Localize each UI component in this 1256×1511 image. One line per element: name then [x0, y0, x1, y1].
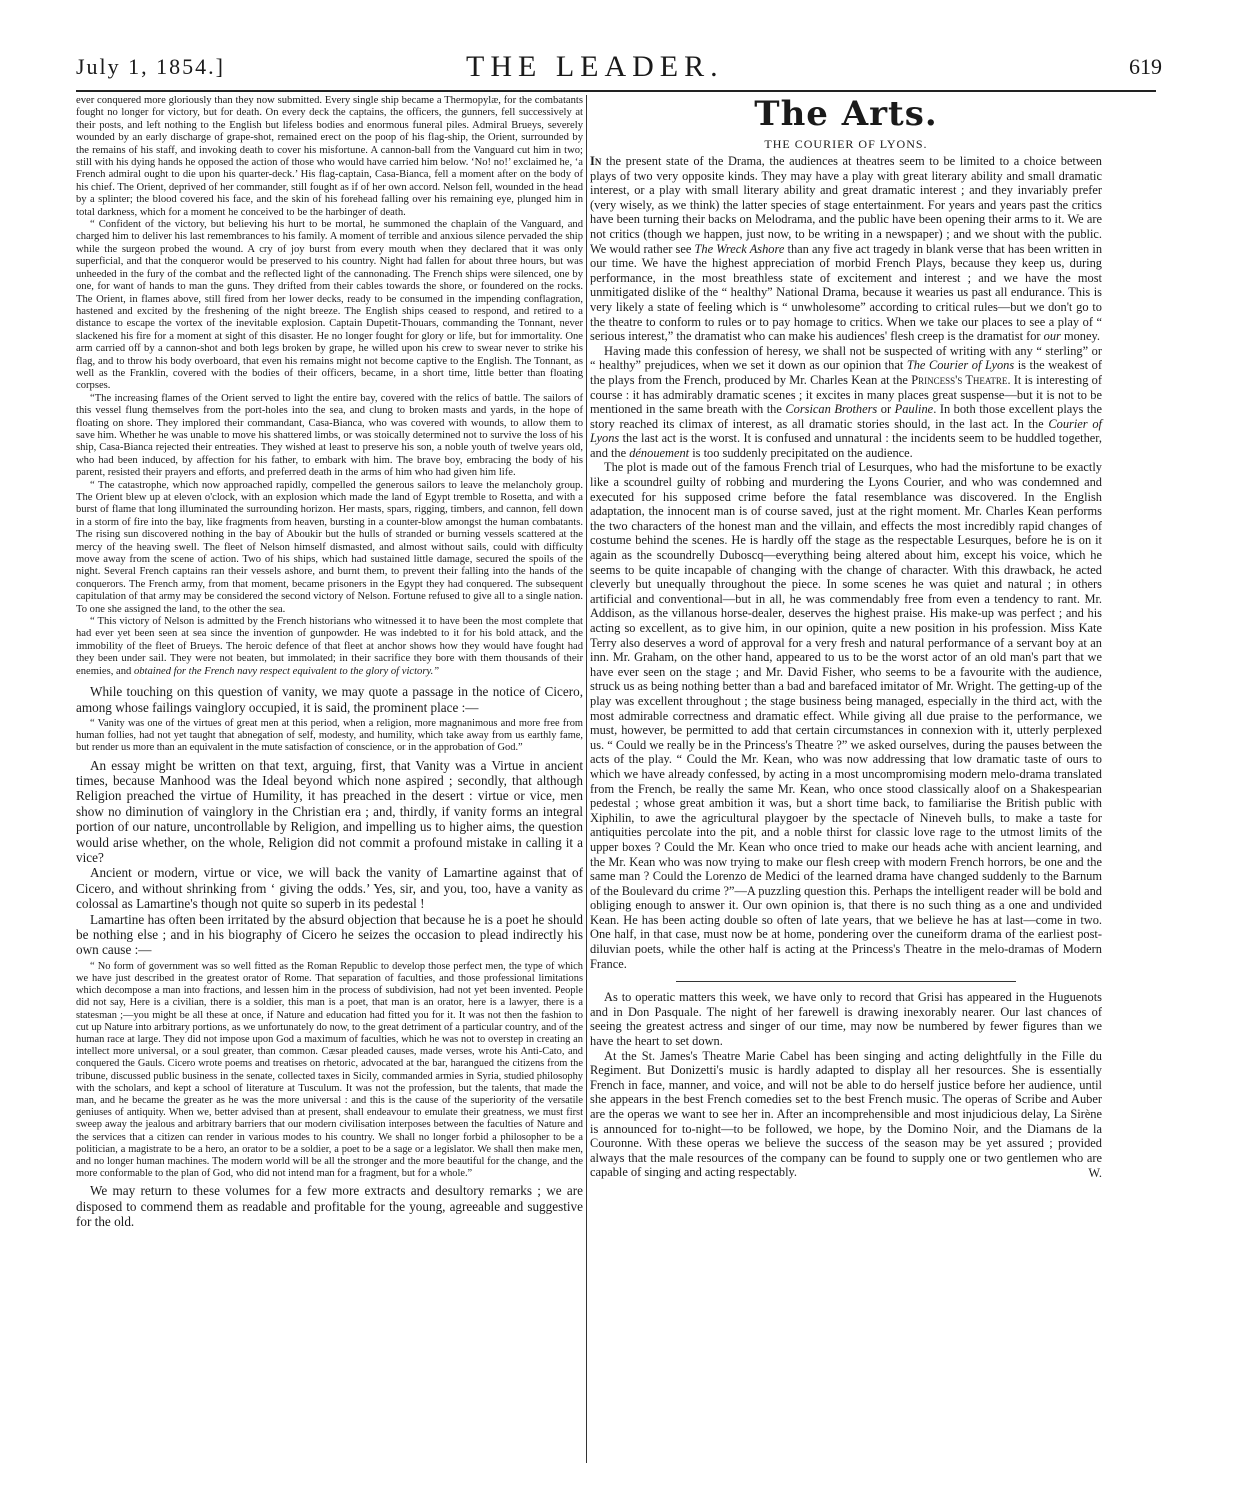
section-divider [676, 981, 1016, 982]
left-column [76, 95, 583, 1230]
issue-date: July 1, 1854.] [76, 54, 225, 79]
page-header [76, 50, 1162, 88]
body-paragraph: Ancient or modern, virtue or vice, we will back the vanity of Lamartine against that of Cicero, and without shrinking from ‘ giving the odds.’ Yes, sir, and you, too, have a vanity as colossal as Lamartine's though not quite so superb in its pedestal ! [76, 865, 583, 912]
quote-paragraph [76, 616, 583, 678]
body-paragraph: As to operatic matters this week, we have only to record that Grisi has appeared in the Huguenots and in Don Pasquale. The night of her farewell is drawing inexorably nearer. Our last chances of seeing the greatest actress and singer of our time, may now be numbered by fewer figures than we have the heart to set down. [590, 990, 1102, 1049]
body-paragraph: An essay might be written on that text, arguing, first, that Vanity was a Virtue in ancient times, because Manhood was the Ideal beyond which none aspired ; secondly, that although Religion preached the virtue of Humility, it has preached in the desert : virtue or vice, men show no diminution of vainglory in the Christian era ; and, thirdly, if vanity forms an integral portion of our nature, uncontrollable by Religion, and impelling us to higher aims, the question would arise whether, on the whole, Religion did not commit a profound mistake in calling it a vice? [76, 757, 583, 865]
body-paragraph: While touching on this question of vanity, we may quote a passage in the notice of Cicero, among whose failings vainglory occupied, it is said, the prominent place :— [76, 684, 583, 715]
author-signature: W. [1088, 1165, 1102, 1180]
body-paragraph: Having made this confession of heresy, we shall not be suspected of writing with any “ sterling” or “ healthy” prejudices, when we set it down as our opinion that The Courier of Lyons is the weakest of the plays from the French, produced by Mr. Charles Kean at the Princess's Theatre. It is interesting of course : it has admirably dramatic scenes ; it excites in many places great suspense—but it is not to be mentioned in the same breath with the Corsican Brothers or Pauline. In both those excellent plays the story reached its climax of interest, as all dramatic stories should, in the last act. In the Courier of Lyons the last act is the worst. It is confused and unnatural : the incidents seem to be huddled together, and the dénouement is too suddenly precipitated on the audience. [590, 343, 1103, 460]
body-paragraph: The plot is made out of the famous French trial of Lesurques, who had the misfortune to be exactly like a scoundrel guilty of robbing and murdering the Lyons Courier, and who was condemned and executed for his supposed crime before the fatal resemblance was discovered. In the English adaptation, the innocent man is of course saved, just at the right moment. Mr. Charles Kean performs the two characters of the honest man and the villain, and effects the most incredibly rapid changes of costume behind the scenes. He is hardly off the stage as the respectable Lesurques, before he is on it again as the scoundrelly Duboscq—everything being altered about him, except his voice, which he seems to be quite incapable of changing with the change of character. With this drawback, he acted cleverly but unequally throughout the piece. In some scenes he was quiet and natural ; in others artificial and conventional—but in all, he was commendably free from even a tendency to rant. Mr. Addison, as the villanous horse-dealer, deserves the highest praise. His make-up was perfect ; and his acting so excellent, as to give him, in our opinion, quite a new position in his profession. Miss Kate Terry also deserves a word of approval for a very fresh and natural performance of a servant boy at an inn. Mr. Graham, on the other hand, appeared to us to be the worst actor of an old man's part that we have ever seen on the stage ; and Mr. David Fisher, who seems to be a favourite with the audience, struck us as being nothing better than a bad and barefaced imitator of Mr. Wright. The getting-up of the play was excellent throughout ; the stage business being managed, especially in the third act, with the most admirable correctness and dramatic effect. While giving all due praise to the performance, we must, however, be permitted to add that certain circumstances in connexion with it, utterly perplexed us. “ Could we really be in the Princess's Theatre ?” we asked ourselves, during the pauses between the acts of the play. “ Could the Mr. Kean, who was now addressing that low dramatic taste of ours to which we have already confessed, by acting in a most uncompromising modern melo-drama translated from the French, be really the same Mr. Kean, who once stood classically aloof on a Shakespearian pedestal ; whose great ambition it was, but a short time back, to familiarise the British public with Xiphilin, to awe the agricultural playgoer by the spectacle of Nineveh bulls, to make a taste for antiquities percolate into the pit, and a noble thirst for classic love rage to the utmost limits of the upper boxes ? Could the Mr. Kean who once tried to make our heads ache with ancient learning, and the Mr. Kean who was now trying to make our flesh creep with modern French horrors, be one and the same man ? Could the Lorenzo de Medici of the learned drama have changed suddenly to the Barnum of the Boulevard du crime ?”—A puzzling question this. Perhaps the intelligent reader will be bold and obliging enough to answer it. Our own opinion is, that there is no such thing as a one and undivided Kean. He has been acting double so often of late years, that we believe he has at last—come in two. One half, in that case, must now be at home, pondering over the cuneiform drama of the earliest post-diluvian poets, while the other half is acting at the Princess's Theatre in the melo-dramas of Modern France. [590, 460, 1102, 971]
quote-paragraph: “ Vanity was one of the virtues of great men at this period, when a religion, more magnanimous and more free from human follies, had not yet taught that abnegation of self, modesty, and humility, which take away from us earthly fame, but render us more than an equivalent in the mute satisfaction of conscience, or in the approbation of God.” [76, 717, 583, 754]
dropcap: In [590, 154, 602, 168]
body-paragraph: Lamartine has often been irritated by the absurd objection that because he is a poet he should be nothing else ; and in his biography of Cicero he seizes the occasion to plead indirectly his own cause :— [76, 911, 583, 958]
body-paragraph: We may return to these volumes for a few more extracts and desultory remarks ; we are disposed to commend them as readable and profitable for the young, agreeable and suggestive for the old. [76, 1183, 583, 1230]
section-title: The Arts. [754, 94, 938, 134]
article-title: THE COURIER OF LYONS. [764, 137, 928, 151]
quote-text: “ This victory of Nelson is admitted by the French historians who witnessed it to have been the most complete that had ever yet been seen at sea since the invention of gunpowder. He was indebted to it for his bold attack, and the immobility of the fleet of Brueys. The heroic defence of that fleet at anchor shows how they would have fought had they been under sail. They were not beaten, but immolated; in their sacrifice they bore with them thousands of their enemies, and [76, 616, 583, 677]
quote-paragraph: “ The catastrophe, which now approached rapidly, compelled the generous sailors to leave the melancholy group. The Orient blew up at eleven o'clock, with an explosion which made the land of Egypt tremble to Rosetta, and with a burst of flame that long illuminated the surrounding horizon. Her masts, spars, rigging, timbers, and cannon, fell down in a storm of fire into the bay, like fragments from heaven, bursting in a counter-blow amongst the human combatants. The rising sun discovered nothing in the bay of Aboukir but the hulls of stranded or burning vessels scattered at the mercy of the heaving swell. The fleet of Nelson himself dismasted, and almost without sails, could with difficulty move away from the scene of action. Two of his ships, which had sustained little damage, secured the spoils of the night. Several French captains ran their vessels ashore, and burnt them, to prevent their falling into the hands of the conquerors. The French army, from that moment, became prisoners in the Egypt they had conquered. The subsequent capitulation of that army may be considered the second victory of Nelson. Fortune refused to give all to a single nation. To one she assigned the land, to the other the sea. [76, 479, 583, 615]
page-number: 619 [1129, 54, 1162, 79]
column-divider [586, 95, 587, 1463]
quote-italic: obtained for the French navy respect equivalent to the glory of victory.” [133, 665, 440, 677]
header-rule [76, 90, 1156, 92]
right-column [590, 95, 1102, 1193]
quote-paragraph: “ No form of government was so well fitted as the Roman Republic to develop those perfect men, the type of which we have just described in the greatest orator of Rome. That separation of faculties, and those professional limitations which decompose a man into fractions, and lessen him in the process of subdivision, had not yet been invented. People did not say, Here is a civilian, there is a soldier, this man is a poet, that man is an orator, here is a lawyer, there is a statesman ;—you might be all these at once, if Nature and education had fitted you for it. It was not then the fashion to cut up Nature into arbitrary portions, as we unfortunately do now, to the great detriment of a particular country, and of the human race at large. They did not impose upon God a maximum of faculties, which he was not to overstep in creating an intellect more universal, or a soul greater, than common. Cæsar pleaded causes, made verses, wrote his Anti-Cato, and conquered the Gauls. Cicero wrote poems and treatises on rhetoric, advocated at the bar, harangued the citizens from the tribune, discussed public business in the senate, collected taxes in Sicily, commanded armies in Syria, studied philosophy with the scholars, and kept a school of literature at Tusculum. It was not the profession, but the talents, that made the man, and he became the greater as he was the more universal : and this is the cause of the superiority of the versatile geniuses of antiquity. When we, better advised than at present, shall endeavour to emulate their greatness, we must first sweep away the jealous and arbitrary barriers that our modern civilisation interposes between the faculties of Nature and the services that a citizen can render in various modes to his country. We shall no longer forbid a philosopher to be a politician, a magistrate to be a hero, an orator to be a soldier, a poet to be a sage or a legislator. We shall then make men, and no longer human machines. The modern world will be all the stronger and the more beautiful for the change, and the more conformable to the plan of God, who did not intend man for a fragment, but for a whole.” [76, 960, 583, 1180]
body-paragraph: At the St. James's Theatre Marie Cabel has been singing and acting delightfully in the Fille du Regiment. But Donizetti's music is hardly adapted to display all her resources. She is essentially French in face, manner, and voice, and will not be able to do herself justice before her audience, until she appears in the best French comedies set to the best French music. The operas of Scribe and Auber are the operas we want to see her in. After an incomprehensible and most injudicious delay, La Sirène is announced for to-night—to be followed, we hope, by the Domino Noir, and the Diamans de la Couronne. With these operas we believe the success of the season may be yet assured ; provided always that the male resources of the company can be found to supply one or two gentlemen who are capable of singing and acting respectably. [590, 1048, 1102, 1180]
quote-paragraph: ever conquered more gloriously than they now submitted. Every single ship became a Thermopylæ, for the combatants fought no longer for victory, but for death. On every deck the captains, the officers, the gunners, fell successively at their posts, and left nothing to the English but lifeless bodies and enormous funeral piles. Admiral Brueys, severely wounded by an early discharge of grape-shot, remained erect on the poop of his flag-ship, the Orient, surrounded by the remains of his staff, and invoking death to cover his misfortune. A cannon-ball from the Vanguard cut him in two; still with his dying hands he opposed the action of those who would have carried him below. ‘No! no!’ exclaimed he, ‘a French admiral ought to die upon his quarter-deck.’ His flag-captain, Casa-Bianca, fell a moment after on the body of his chief. The Orient, deprived of her commander, still fought as if of her own accord. Nelson fell, wounded in the head by a splinter; the blood covered his face, and the skin of his forehead falling over his remaining eye, plunged him in total darkness, which for a moment he conceived to be the harbinger of death. [76, 95, 583, 218]
body-paragraph: In the present state of the Drama, the audiences at theatres seem to be limited to a choice between plays of two very opposite kinds. They may have a play with great literary ability and small dramatic interest, or a play with small literary ability and great dramatic interest ; and they invariably prefer (very wisely, as we think) the latter species of stage entertainment. For years and years past the critics have been turning their backs on Melodrama, and the public have been opening their arms to it. We are not critics (though we happen, just now, to be writing in a newspaper) ; and we shout with the public. We would rather see The Wreck Ashore than any five act tragedy in blank verse that has been written in our time. We have the highest appreciation of morbid French Plays, because they keep us, during performance, in the most breathless state of excitement and interest ; and we have the most unmitigated dislike of the “ healthy” National Drama, because it wearies us past all endurance. This is very likely a state of feeling which is “ unwholesome” according to critical rules—but we don't go to the theatre to conform to rules or to pay homage to critics. When we take our places to see a play of “ serious interest,” the dramatist who can make his audiences' flesh creep is the dramatist for our money. [590, 154, 1103, 344]
quote-paragraph: “The increasing flames of the Orient served to light the entire bay, covered with the relics of battle. The sailors of this vessel flung themselves from the port-holes into the sea, and clung to broken masts and yards, in the hope of floating on shore. They implored their commandant, Casa-Bianca, who was covered with wounds, to allow them to save him. Whether he was unable to move his shattered limbs, or was stoically determined not to survive the loss of his ship, Casa-Bianca rejected their entreaties. They wished at least to preserve his son, a noble youth of twelve years old, who had been induced, by affection for his father, to embark with him. The brave boy, embracing the body of his parent, resisted their prayers and efforts, and preferred death in the arms of him who had given him life. [76, 392, 583, 479]
newspaper-title: THE LEADER. [466, 50, 724, 83]
quote-paragraph: “ Confident of the victory, but believing his hurt to be mortal, he summoned the chaplain of the Vanguard, and charged him to deliver his last remembrances to his family. A moment of terrible and anxious silence pervaded the ship while the surgeon probed the wound. A cry of joy burst from every mouth when they declared that it was only superficial, and that the conqueror would be preserved to his country. Night had fallen for about three hours, but was unheeded in the fury of the combat and the reflected light of the cannonading. The French ships were silenced, one by one, for want of hands to man the guns. They drifted from their cables towards the shore, or foundered on the rocks. The Orient, in flames above, still fired from her lower decks, ready to be consumed in the impending conflagration, hastened and excited by the freshening of the night breeze. The English ships ceased to respond, and retired to a distance to escape the vortex of the inevitable explosion. Captain Dupetit-Thouars, commanding the Tonnant, never slackened his fire for a moment at sight of this disaster. He no longer fought for glory or life, but for immortality. One arm carried off by a cannon-shot and both legs broken by grape, he willed upon his crew to swear never to strike his flag, and to throw his body overboard, that even his remains might not become captive to the English. The Tonnant, as well as the Franklin, covered with the bodies of their officers, became, in a short time, little better than floating corpses. [76, 219, 583, 392]
